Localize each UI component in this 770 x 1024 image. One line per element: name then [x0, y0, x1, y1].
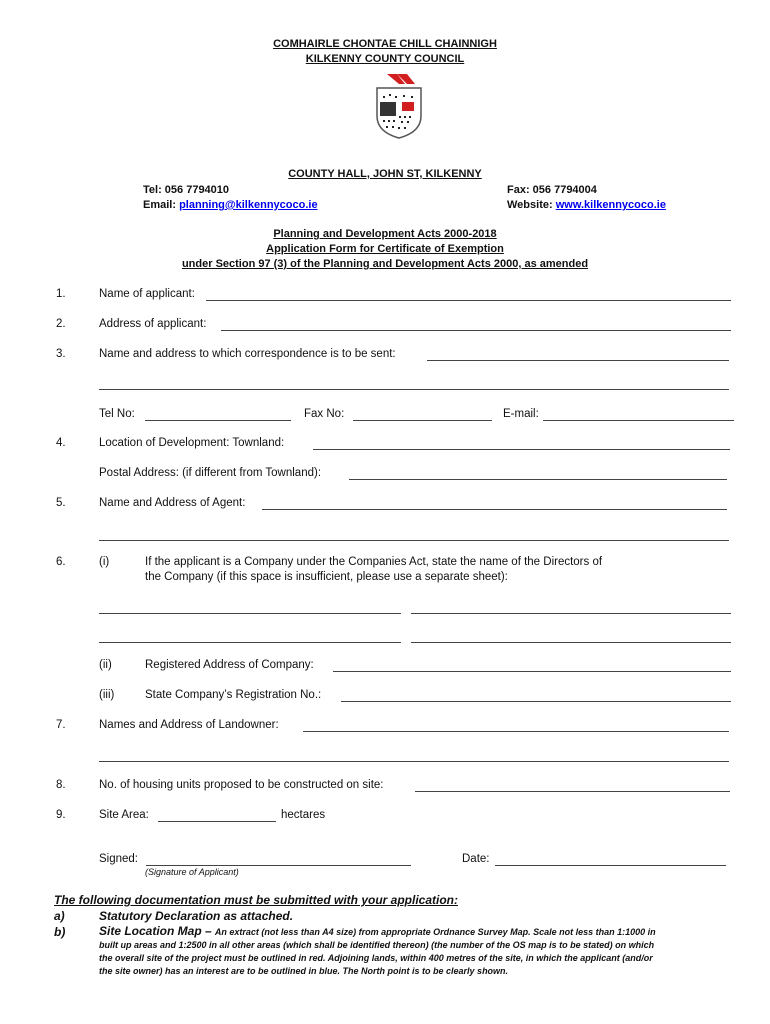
- q6-i-number: (i): [99, 556, 110, 568]
- q4-number: 4.: [56, 437, 66, 449]
- documentation-heading: The following documentation must be submitted with your application:: [54, 893, 458, 907]
- title-line-3: under Section 97 (3) of the Planning and Development Acts 2000, as amended: [181, 258, 589, 270]
- site-location-map-title: Site Location Map –: [99, 924, 212, 938]
- site-map-text-4: the site owner) has an interest are to be outlined in blue. The North point is to be clearly shown.: [99, 966, 509, 976]
- q3-number: 3.: [56, 348, 66, 360]
- applicant-address-label: Address of applicant:: [99, 318, 207, 330]
- title-line-2: Application Form for Certificate of Exemption: [266, 243, 504, 255]
- correspondence-label: Name and address to which correspondence is to be sent:: [99, 348, 396, 360]
- directors-instruction-2: the Company (if this space is insufficient, please use a separate sheet):: [145, 571, 508, 583]
- council-irish-name: COMHAIRLE CHONTAE CHILL CHAINNIGH: [273, 38, 497, 50]
- director-field-1[interactable]: [99, 601, 401, 614]
- signature-field[interactable]: [146, 853, 411, 866]
- site-map-text-1: An extract (not less than A4 size) from appropriate Ordnance Survey Map. Scale not less than 1:1000 in: [214, 927, 656, 937]
- correspondence-field[interactable]: [427, 348, 729, 361]
- signature-note: (Signature of Applicant): [145, 867, 239, 877]
- telephone: Tel: 056 7794010: [143, 184, 230, 196]
- doc-a-number: a): [54, 909, 65, 923]
- q8-number: 8.: [56, 779, 66, 791]
- correspondence-field-line-2[interactable]: [99, 377, 729, 390]
- q6-number: 6.: [56, 556, 66, 568]
- website-link[interactable]: www.kilkennycoco.ie: [555, 199, 666, 211]
- website-row: [507, 199, 666, 211]
- directors-instruction-1: If the applicant is a Company under the Companies Act, state the name of the Directors of: [145, 556, 603, 568]
- fax-no-field[interactable]: [353, 408, 492, 421]
- housing-units-field[interactable]: [415, 779, 730, 792]
- applicant-address-field[interactable]: [221, 318, 731, 331]
- registration-no-label: State Company’s Registration No.:: [145, 689, 322, 701]
- q5-number: 5.: [56, 497, 66, 509]
- email-row: [143, 199, 318, 211]
- council-address: COUNTY HALL, JOHN ST, KILKENNY: [288, 168, 482, 180]
- website-label: Website:: [507, 199, 553, 211]
- townland-label: Location of Development: Townland:: [99, 437, 285, 449]
- housing-units-label: No. of housing units proposed to be constructed on site:: [99, 779, 384, 791]
- site-map-text-2: built up areas and 1:2500 in all other areas (which shall be identified thereon) (the number of the OS map is to be stated) on which: [99, 940, 655, 950]
- title-line-1: Planning and Development Acts 2000-2018: [273, 228, 497, 240]
- landowner-label: Names and Address of Landowner:: [99, 719, 279, 731]
- agent-field[interactable]: [262, 497, 727, 510]
- postal-address-field[interactable]: [349, 467, 727, 480]
- site-location-map-item: [99, 924, 656, 938]
- registered-address-field[interactable]: [333, 659, 731, 672]
- site-area-unit: hectares: [281, 809, 326, 821]
- director-field-4[interactable]: [411, 630, 731, 643]
- email-link[interactable]: planning@kilkennycoco.ie: [179, 199, 318, 211]
- postal-address-label: Postal Address: (if different from Townland):: [99, 467, 322, 479]
- email-label: Email:: [143, 199, 177, 211]
- tel-no-label: Tel No:: [99, 408, 135, 420]
- q6-iii-number: (iii): [99, 689, 115, 701]
- townland-field[interactable]: [313, 437, 730, 450]
- site-area-field[interactable]: [158, 809, 276, 822]
- date-field[interactable]: [495, 853, 726, 866]
- q1-number: 1.: [56, 288, 66, 300]
- signed-label: Signed:: [99, 853, 139, 865]
- q7-number: 7.: [56, 719, 66, 731]
- director-field-2[interactable]: [411, 601, 731, 614]
- agent-field-line-2[interactable]: [99, 528, 729, 541]
- agent-label: Name and Address of Agent:: [99, 497, 246, 509]
- site-area-label: Site Area:: [99, 809, 149, 821]
- landowner-field-line-2[interactable]: [99, 749, 729, 762]
- council-english-name: KILKENNY COUNTY COUNCIL: [305, 53, 465, 65]
- q6-ii-number: (ii): [99, 659, 112, 671]
- registration-no-field[interactable]: [341, 689, 731, 702]
- registered-address-label: Registered Address of Company:: [145, 659, 314, 671]
- council-crest-logo: [371, 70, 427, 140]
- email-label-field: E-mail:: [503, 408, 539, 420]
- applicant-name-field[interactable]: [206, 288, 731, 301]
- q9-number: 9.: [56, 809, 66, 821]
- doc-b-number: b): [54, 925, 66, 939]
- date-label: Date:: [462, 853, 490, 865]
- landowner-field[interactable]: [303, 719, 729, 732]
- fax: Fax: 056 7794004: [507, 184, 597, 196]
- statutory-declaration-item: Statutory Declaration as attached.: [99, 909, 294, 923]
- director-field-3[interactable]: [99, 630, 401, 643]
- email-field[interactable]: [543, 408, 734, 421]
- q2-number: 2.: [56, 318, 66, 330]
- tel-no-field[interactable]: [145, 408, 291, 421]
- site-map-text-3: the overall site of the project must be outlined in red. Adjoining lands, within 400 metres of the site, in which the applicant (and/or: [99, 953, 653, 963]
- applicant-name-label: Name of applicant:: [99, 288, 195, 300]
- fax-no-label: Fax No:: [304, 408, 345, 420]
